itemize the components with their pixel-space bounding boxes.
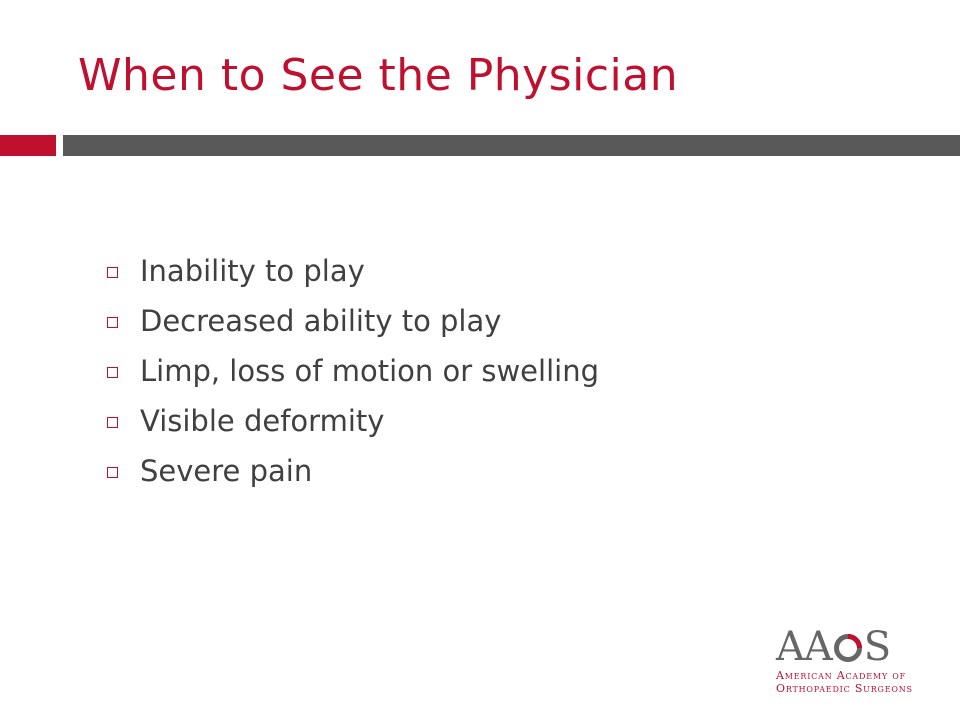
ring-o-icon [833, 633, 863, 663]
bullet-list [107, 246, 599, 496]
bullet-item [107, 396, 599, 446]
bullet-item [107, 296, 599, 346]
bullet-item [107, 346, 599, 396]
slide-title: When to See the Physician [78, 50, 679, 101]
hollow-square-icon [107, 417, 118, 428]
logo-letters-before: AA [776, 624, 832, 670]
logo-line-1: American Academy of [776, 669, 906, 682]
bullet-text: Limp, loss of motion or swelling [140, 354, 599, 388]
bullet-text: Severe pain [140, 454, 313, 488]
bullet-text: Decreased ability to play [140, 304, 502, 338]
hollow-square-icon [107, 367, 118, 378]
bullet-item [107, 246, 599, 296]
hollow-square-icon [107, 317, 118, 328]
bullet-text: Inability to play [140, 254, 365, 288]
bullet-item [107, 446, 599, 496]
hollow-square-icon [107, 267, 118, 278]
logo-subtitle [776, 669, 926, 695]
aaos-logo [776, 624, 926, 698]
accent-bar-gray [63, 135, 960, 156]
hollow-square-icon [107, 467, 118, 478]
logo-line-2: Orthopaedic Surgeons [776, 682, 913, 695]
bullet-text: Visible deformity [140, 404, 385, 438]
logo-letters-after: S [863, 624, 891, 670]
logo-wordmark [776, 624, 926, 670]
accent-bar-red [0, 135, 56, 156]
